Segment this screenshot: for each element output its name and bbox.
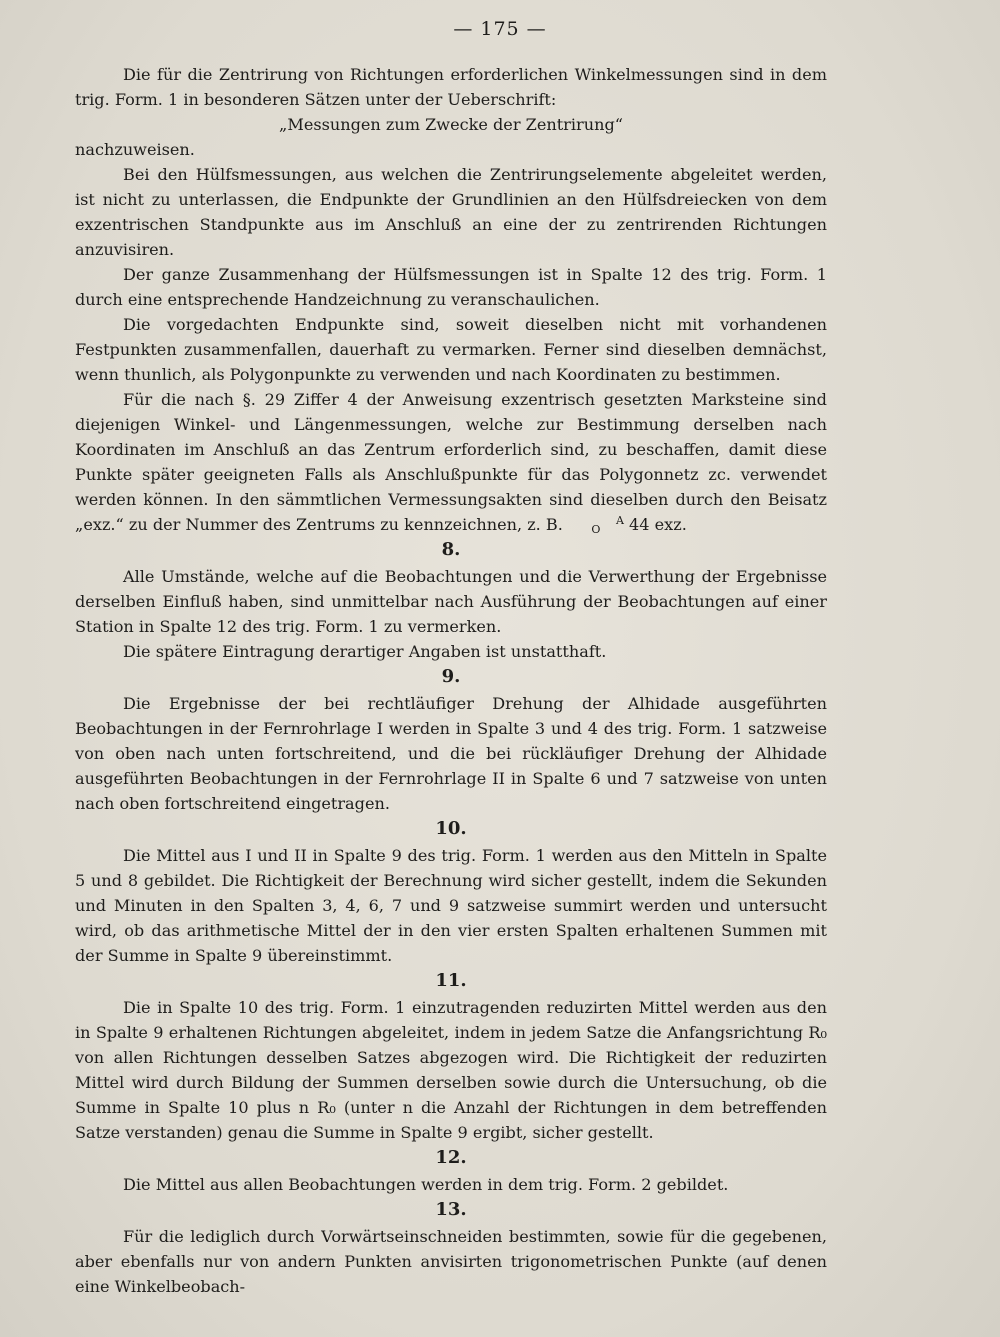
paragraph: Die Mittel aus allen Beobachtungen werden in dem trig. Form. 2 gebildet. — [123, 1175, 729, 1194]
page-number: — 175 — — [453, 18, 547, 40]
section-number: 12. — [435, 1147, 467, 1168]
paragraph: Für die nach §. 29 Ziffer 4 der Anweisung exzentrisch gesetzten Marksteine sind diejenigen Winkel- und Längenmessungen, welche zur Bestimmung derselben nach Koordinaten im Anschluß an das Zentrum erforderlich sind, zu beschaffen, damit diese Punkte später geeigneten Falls als Anschlußpunkte für das Polygonnetz zc. verwendet werden können. In den sämmtlichen Vermessungsakten sind dieselben durch den Beisatz „exz.“ zu der Nummer des Zentrums zu kennzeichnen, z. B. A O 44 exz. — [75, 390, 827, 536]
example-symbol: A O — [591, 514, 624, 536]
paragraph: Die in Spalte 10 des trig. Form. 1 einzutragenden reduzirten Mittel werden aus den in Spalte 9 erhaltenen Richtungen abgeleitet, indem in jedem Satze die Anfangsrichtung R₀ von allen Richtungen desselben Satzes abgezogen wird. Die Richtigkeit der reduzirten Mittel wird durch Bildung der Summen derselben sowie durch die Untersuchung, ob die Summe in Spalte 10 plus n R₀ (unter n die Anzahl der Richtungen in dem betreffenden Satze verstanden) genau die Summe in Spalte 9 ergibt, sicher gestellt. — [75, 998, 827, 1142]
paragraph: Bei den Hülfsmessungen, aus welchen die Zentrirungselemente abgeleitet werden, ist nicht zu unterlassen, die Endpunkte der Grundlinien an den Hülfsdreiecken von dem exzentrischen Standpunkte aus im Anschluß an eine der zu zentrirenden Richtungen anzuvisiren. — [75, 165, 827, 259]
paragraph: nachzuweisen. — [75, 140, 195, 159]
section-number: 13. — [435, 1199, 467, 1220]
section-number: 10. — [435, 818, 467, 839]
paragraph: Für die lediglich durch Vorwärtseinschneiden bestimmten, sowie für die gegebenen, aber ebenfalls nur von andern Punkten anvisirten trigonometrischen Punkte (auf denen eine Winkelbeobach- — [75, 1227, 827, 1296]
paragraph: Die Ergebnisse der bei rechtläufiger Drehung der Alhidade ausgeführten Beobachtungen in der Fernrohrlage I werden in Spalte 3 und 4 des trig. Form. 1 satzweise von oben nach unten fortschreitend, und die bei rückläufiger Drehung der Alhidade ausgeführten Beobachtungen in der Fernrohrlage II in Spalte 6 und 7 satzweise von unten nach oben fortschreitend eingetragen. — [75, 694, 827, 813]
paragraph: Die vorgedachten Endpunkte sind, soweit dieselben nicht mit vorhandenen Festpunkten zusammenfallen, dauerhaft zu vermarken. Ferner sind dieselben demnächst, wenn thunlich, als Polygonpunkte zu verwenden und nach Koordinaten zu bestimmen. — [75, 315, 827, 384]
paragraph: Die spätere Eintragung derartiger Angaben ist unstatthaft. — [123, 642, 607, 661]
section-number: 9. — [441, 666, 461, 687]
paragraph: Die für die Zentrirung von Richtungen erforderlichen Winkelmessungen sind in dem trig. Form. 1 in besonderen Sätzen unter der Ueberschrift: — [75, 65, 827, 109]
quoted-heading: „Messungen zum Zwecke der Zentrirung“ — [279, 115, 623, 134]
paragraph: Der ganze Zusammenhang der Hülfsmessungen ist in Spalte 12 des trig. Form. 1 durch eine entsprechende Handzeichnung zu veranschaulichen. — [75, 265, 827, 309]
paragraph: Die Mittel aus I und II in Spalte 9 des trig. Form. 1 werden aus den Mitteln in Spalte 5 und 8 gebildet. Die Richtigkeit der Berechnung wird sicher gestellt, indem die Sekunden und Minuten in den Spalten 3, 4, 6, 7 und 9 satzweise summirt werden und untersucht wird, ob das arithmetische Mittel der in den vier ersten Spalten erhaltenen Summen mit der Summe in Spalte 9 übereinstimmt. — [75, 846, 827, 965]
section-number: 8. — [441, 539, 461, 560]
body-text — [75, 62, 827, 1299]
section-number: 11. — [435, 970, 467, 991]
example-number: 44 exz. — [623, 515, 687, 534]
paragraph: Alle Umstände, welche auf die Beobachtungen und die Verwerthung der Ergebnisse derselben Einfluß haben, sind unmittelbar nach Ausführung der Beobachtungen auf einer Station in Spalte 12 des trig. Form. 1 zu vermerken. — [75, 567, 827, 636]
